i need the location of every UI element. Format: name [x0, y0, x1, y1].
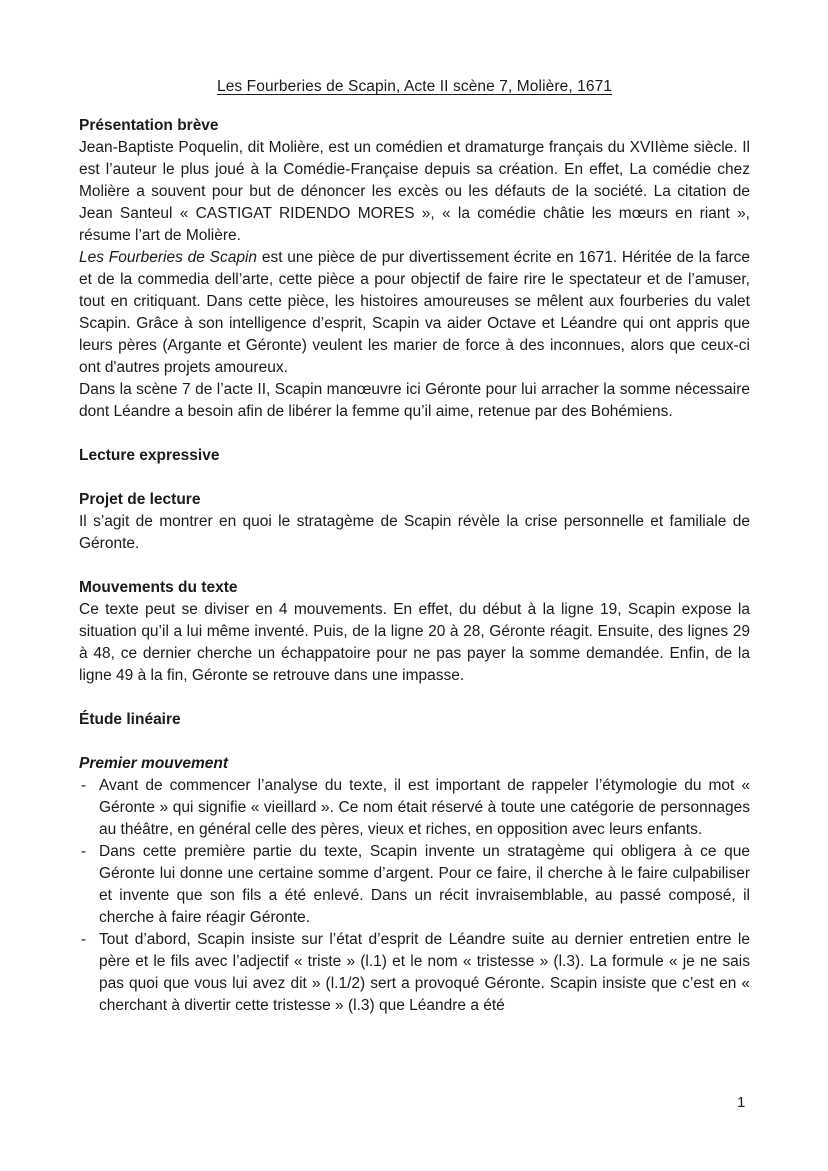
list-item-text: Tout d’abord, Scapin insiste sur l’état d’esprit de Léandre suite au dernier entretien entre le père et le fils avec l’adjectif « triste » (l.1) et le nom « tristesse » (l.3). La formule « je ne sais pas quoi que vous lui avez dit » (l.1/2) sert a provoqué Géronte. Scapin insiste que c’est en « cherchant à divertir cette tristesse » (l.3) que Léandre a été	[99, 931, 750, 1014]
heading-presentation: Présentation brève	[79, 117, 219, 134]
play-title-italic: Les Fourberies de Scapin	[79, 249, 258, 266]
bullet-dash: -	[81, 777, 87, 794]
list-item	[79, 775, 750, 841]
heading-mouvements: Mouvements du texte	[79, 579, 238, 596]
list-item	[79, 841, 750, 929]
paragraph-presentation-1: Jean-Baptiste Poquelin, dit Molière, est un comédien et dramaturge français du XVIIème siècle. Il est l’auteur le plus joué à la Comédie-Française depuis sa création. En effet, La comédie chez Molière a souvent pour but de dénoncer les excès ou les défauts de la société. La citation de Jean Santeul « CASTIGAT RIDENDO MORES », « la comédie châtie les mœurs en riant », résume l’art de Molière.	[79, 139, 750, 244]
paragraph-presentation-3: Dans la scène 7 de l’acte II, Scapin manœuvre ici Géronte pour lui arracher la somme nécessaire dont Léandre a besoin afin de libérer la femme qu’il aime, retenue par des Bohémiens.	[79, 381, 750, 420]
document-page	[79, 78, 750, 1017]
heading-lecture-expressive: Lecture expressive	[79, 447, 220, 464]
paragraph-presentation-2	[79, 247, 750, 379]
bullet-dash: -	[81, 843, 87, 860]
heading-projet-de-lecture: Projet de lecture	[79, 491, 201, 508]
list-item-text: Avant de commencer l’analyse du texte, il est important de rappeler l’étymologie du mot « Géronte » qui signifie « vieillard ». Ce nom était réservé à toute une catégorie de personnages au théâtre, en général celle des pères, vieux et riches, en opposition avec leurs enfants.	[99, 777, 750, 838]
paragraph-presentation-2-text: est une pièce de pur divertissement écrite en 1671. Héritée de la farce et de la commedia dell’arte, cette pièce a pour objectif de faire rire le spectateur et de l’amuser, tout en critiquant. Dans cette pièce, les histoires amoureuses se mêlent aux fourberies du valet Scapin. Grâce à son intelligence d’esprit, Scapin va aider Octave et Léandre qui ont appris que leurs pères (Argante et Géronte) veulent les marier de force à des inconnues, alors que ceux-ci ont d'autres projets amoureux.	[79, 249, 750, 376]
heading-etude-lineaire: Étude linéaire	[79, 711, 181, 728]
page-number: 1	[737, 1094, 746, 1111]
bullet-list	[79, 775, 750, 1017]
list-item-text: Dans cette première partie du texte, Scapin invente un stratagème qui obligera à ce que Géronte lui donne une certaine somme d’argent. Pour ce faire, il cherche à le faire culpabiliser et invente que son fils a été enlevé. Dans un récit invraisemblable, au passé composé, il cherche à faire réagir Géronte.	[99, 843, 750, 926]
subheading-premier-mouvement: Premier mouvement	[79, 755, 229, 772]
paragraph-mouvements: Ce texte peut se diviser en 4 mouvements. En effet, du début à la ligne 19, Scapin expose la situation qu’il a lui même inventé. Puis, de la ligne 20 à 28, Géronte réagit. Ensuite, des lignes 29 à 48, ce dernier cherche un échappatoire pour ne pas payer la somme demandée. Enfin, de la ligne 49 à la fin, Géronte se retrouve dans une impasse.	[79, 601, 750, 684]
list-item	[79, 929, 750, 1017]
document-title: Les Fourberies de Scapin, Acte II scène 7, Molière, 1671	[216, 78, 613, 95]
paragraph-projet: Il s’agit de montrer en quoi le stratagème de Scapin révèle la crise personnelle et familiale de Géronte.	[79, 513, 750, 552]
bullet-dash: -	[81, 931, 87, 948]
